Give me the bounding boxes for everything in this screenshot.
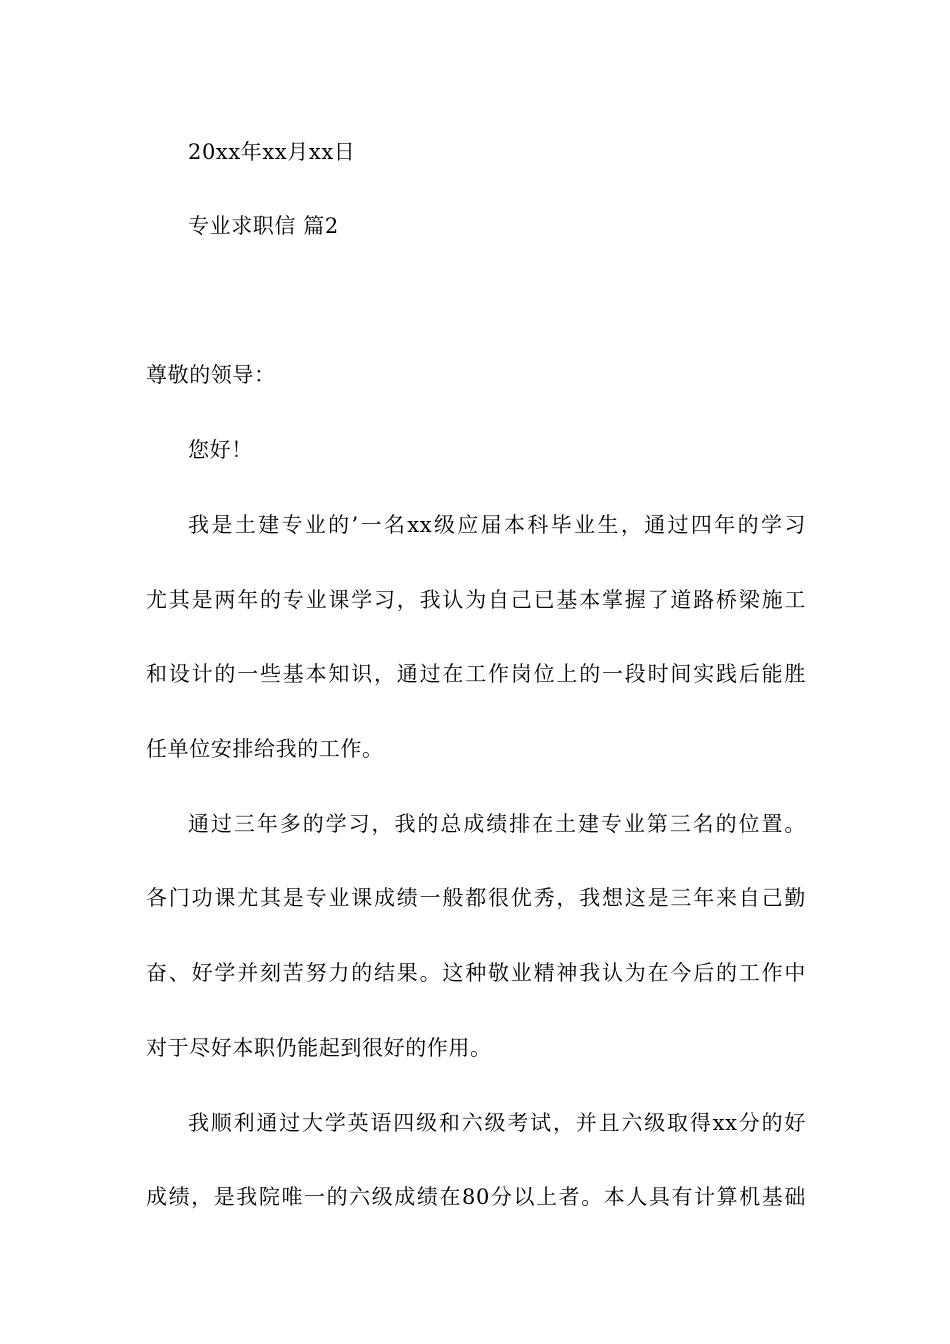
- paragraph-1-line-4: 任单位安排给我的工作。: [146, 737, 384, 761]
- section-title: 专业求职信 篇2: [188, 214, 339, 238]
- paragraph-3-line-2: 成绩，是我院唯一的六级成绩在80分以上者。本人具有计算机基础: [146, 1185, 806, 1209]
- paragraph-2-line-2: 各门功课尤其是专业课成绩一般都很优秀，我想这是三年来自己勤: [146, 886, 806, 910]
- paragraph-2-line-3: 奋、好学并刻苦努力的结果。这种敬业精神我认为在今后的工作中: [146, 961, 806, 985]
- paragraph-3-line-1: 我顺利通过大学英语四级和六级考试，并且六级取得xx分的好: [188, 1111, 806, 1135]
- paragraph-1-line-2: 尤其是两年的专业课学习，我认为自己已基本掌握了道路桥梁施工: [146, 588, 806, 612]
- paragraph-2-line-1: 通过三年多的学习，我的总成绩排在土建专业第三名的位置。: [188, 812, 806, 836]
- paragraph-1-line-1: 我是土建专业的’一名xx级应届本科毕业生，通过四年的学习: [188, 513, 806, 537]
- paragraph-2-line-4: 对于尽好本职仍能起到很好的作用。: [146, 1036, 492, 1060]
- salutation: 尊敬的领导：: [146, 363, 276, 387]
- letter-date: 20xx年xx月xx日: [188, 140, 356, 164]
- greeting: 您好！: [188, 438, 253, 462]
- paragraph-1-line-3: 和设计的一些基本知识，通过在工作岗位上的一段时间实践后能胜: [146, 662, 806, 686]
